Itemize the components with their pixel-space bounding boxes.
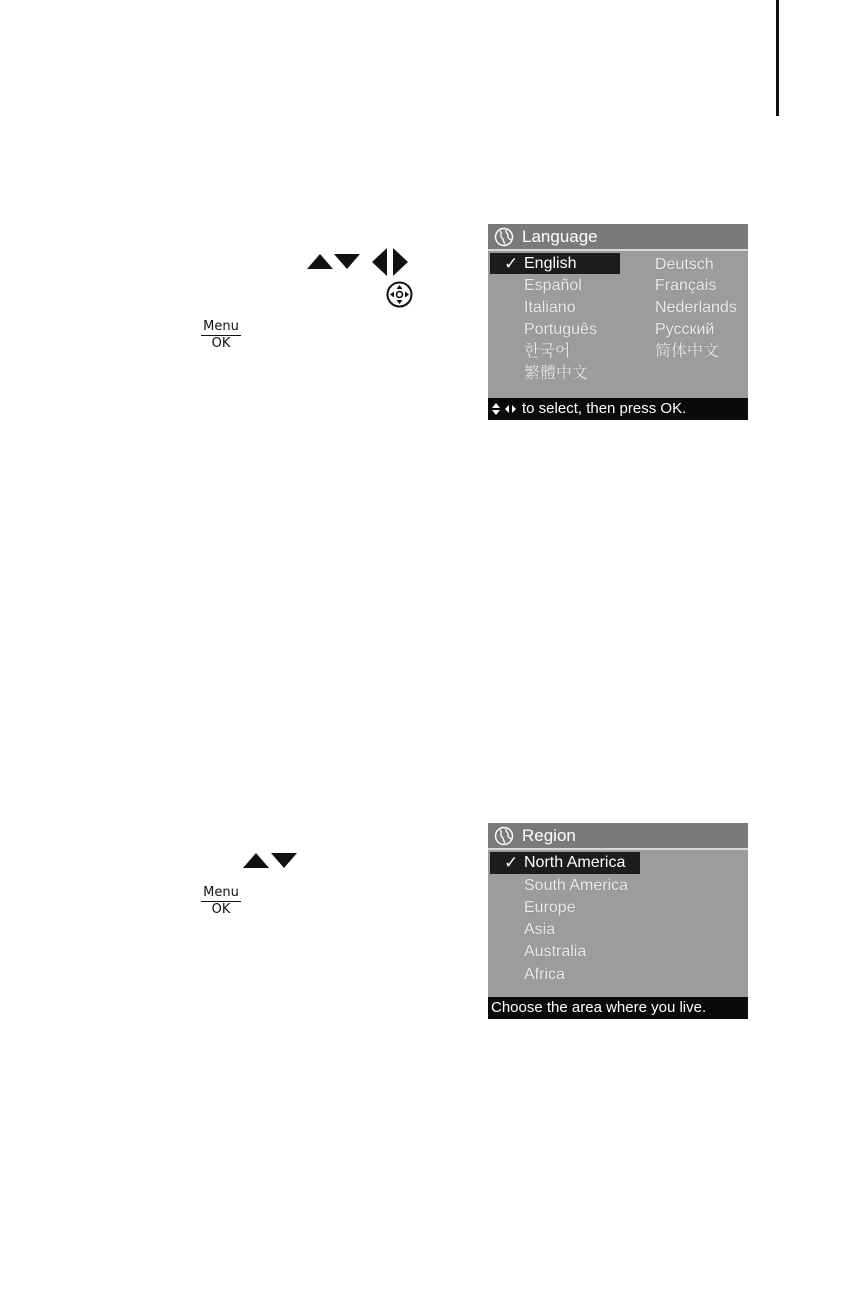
region-option-north-america[interactable] xyxy=(490,852,640,874)
page-edge-rule xyxy=(776,0,779,116)
language-footer xyxy=(488,398,748,420)
region-titlebar xyxy=(488,823,748,850)
language-option-italiano[interactable]: Italiano xyxy=(524,299,576,316)
language-option-espanol[interactable]: Español xyxy=(524,277,582,294)
region-option-australia[interactable]: Australia xyxy=(524,943,587,960)
menu-ok-bottom-label: OK xyxy=(211,902,231,917)
region-option-asia[interactable]: Asia xyxy=(524,921,556,938)
language-option-english[interactable] xyxy=(490,253,620,274)
region-option-europe[interactable]: Europe xyxy=(524,899,576,916)
menu-ok-top-label: Menu xyxy=(201,320,241,336)
up-arrow-icon xyxy=(243,853,269,868)
language-option-traditional-chinese[interactable]: 繁體中文 xyxy=(524,365,589,382)
language-footer-text: to select, then press OK. xyxy=(522,400,687,417)
four-way-controller-icon xyxy=(386,281,413,308)
language-option-portugues[interactable]: Português xyxy=(524,321,597,338)
checkmark-icon: ✓ xyxy=(504,254,519,273)
region-option-africa[interactable]: Africa xyxy=(524,966,565,983)
region-footer xyxy=(488,997,748,1019)
menu-ok-top-label: Menu xyxy=(201,886,241,902)
language-screen xyxy=(488,224,748,420)
language-option-simplified-chinese[interactable]: 简体中文 xyxy=(655,343,720,360)
down-arrow-icon xyxy=(271,853,297,868)
language-title: Language xyxy=(522,227,598,246)
down-arrow-icon xyxy=(334,254,360,269)
up-arrow-icon xyxy=(307,254,333,269)
language-option-nederlands[interactable]: Nederlands xyxy=(655,299,737,316)
language-option-deutsch[interactable]: Deutsch xyxy=(655,256,714,273)
right-arrow-icon xyxy=(393,248,408,276)
globe-icon xyxy=(494,227,514,247)
menu-ok-button-icon xyxy=(201,886,241,917)
left-arrow-icon xyxy=(372,248,387,276)
checkmark-icon: ✓ xyxy=(504,853,519,872)
region-screen xyxy=(488,823,748,1019)
region-option-label: North America xyxy=(524,854,626,871)
region-option-south-america[interactable]: South America xyxy=(524,877,629,894)
language-titlebar xyxy=(488,224,748,251)
menu-ok-button-icon xyxy=(201,320,241,351)
language-option-russian[interactable]: Русский xyxy=(655,321,715,338)
left-right-arrows-icon xyxy=(505,405,516,413)
region-footer-text: Choose the area where you live. xyxy=(491,999,707,1016)
menu-ok-bottom-label: OK xyxy=(211,336,231,351)
globe-icon xyxy=(494,826,514,846)
language-option-korean[interactable]: 한국어 xyxy=(524,343,571,360)
region-title: Region xyxy=(522,826,576,845)
language-option-francais[interactable]: Français xyxy=(655,277,717,294)
up-down-arrows-icon xyxy=(492,403,500,415)
language-option-label: English xyxy=(524,255,577,272)
